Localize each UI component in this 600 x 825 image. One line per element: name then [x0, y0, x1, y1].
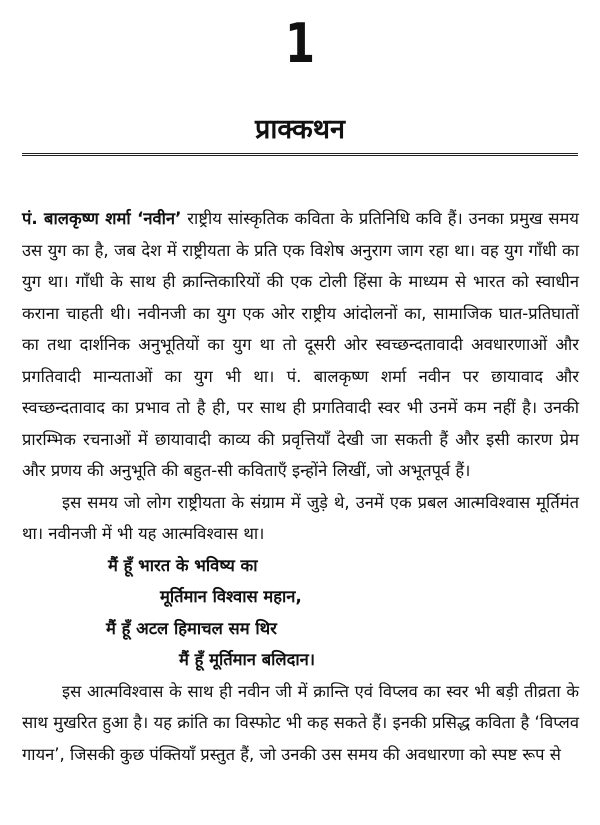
paragraph-intro-text: राष्ट्रीय सांस्कृतिक कविता के प्रतिनिधि कवि हैं। उनका प्रमुख समय उस युग का है, जब देश में राष्ट्रीयता के प्रति एक विशेष अनुराग जाग रहा था। वह युग गाँधी का युग था। गाँधी के साथ ही क्रान्तिकारियों की एक टोली हिंसा के माध्यम से भारत को स्वाधीन कराना चाहती थी। नवीनजी का युग एक ओर राष्ट्रीय आंदोलनों का, सामाजिक घात-प्रतिघातों का तथा दार्शनिक अनुभूतियों का युग था तो दूसरी ओर स्वच्छन्दतावादी अवधारणाओं और प्रगतिवादी मान्यताओं का युग भी था। पं. बालकृष्ण शर्मा नवीन पर छायावाद और स्वच्छन्दतावाद का प्रभाव तो है ही, पर साथ ही प्रगतिवादी स्वर भी उनमें कम नहीं है। उनकी प्रारम्भिक रचनाओं में छायावादी काव्य की प्रवृत्तियाँ देखी जा सकती हैं और इसी कारण प्रेम और प्रणय की अनुभूति की बहुत-सी कविताएँ इन्होंने लिखीं, जो अभूतपूर्व हैं।	[22, 209, 579, 480]
poem-line: मैं हूँ मूर्तिमान बलिदान।	[179, 650, 316, 669]
poem-line: मैं हूँ भारत के भविष्य का	[108, 555, 258, 575]
paragraph-revolution: इस आत्मविश्वास के साथ ही नवीन जी में क्रान्ति एवं विप्लव का स्वर भी बड़ी तीव्रता के साथ मुखरित हुआ है। यह क्रांति का विस्फोट भी कह सकते हैं। इनकी प्रसिद्ध कविता है ‘विप्लव गायन’, जिसकी कुछ पंक्तियाँ प्रस्तुत हैं, जो उनकी उस समय की अवधारणा को स्पष्ट रूप से	[22, 681, 579, 764]
body-text	[22, 203, 579, 770]
paragraph-confidence: इस समय जो लोग राष्ट्रीयता के संग्राम में जुड़े थे, उनमें एक प्रबल आत्मविश्वास मूर्तिमंत था। नवीनजी में भी यह आत्मविश्वास था।	[22, 492, 579, 543]
paragraph-intro	[22, 203, 579, 487]
poem-line: मूर्तिमान विश्वास महान,	[160, 587, 302, 606]
chapter-number: 1	[284, 12, 316, 75]
poem-line: मैं हूँ अटल हिमाचल सम थिर	[106, 618, 277, 638]
poem-excerpt	[22, 550, 579, 676]
author-name-lead: पं. बालकृष्ण शर्मा ‘नवीन’	[22, 209, 182, 228]
title-divider	[22, 153, 578, 156]
chapter-title: प्राक्कथन	[254, 114, 346, 145]
